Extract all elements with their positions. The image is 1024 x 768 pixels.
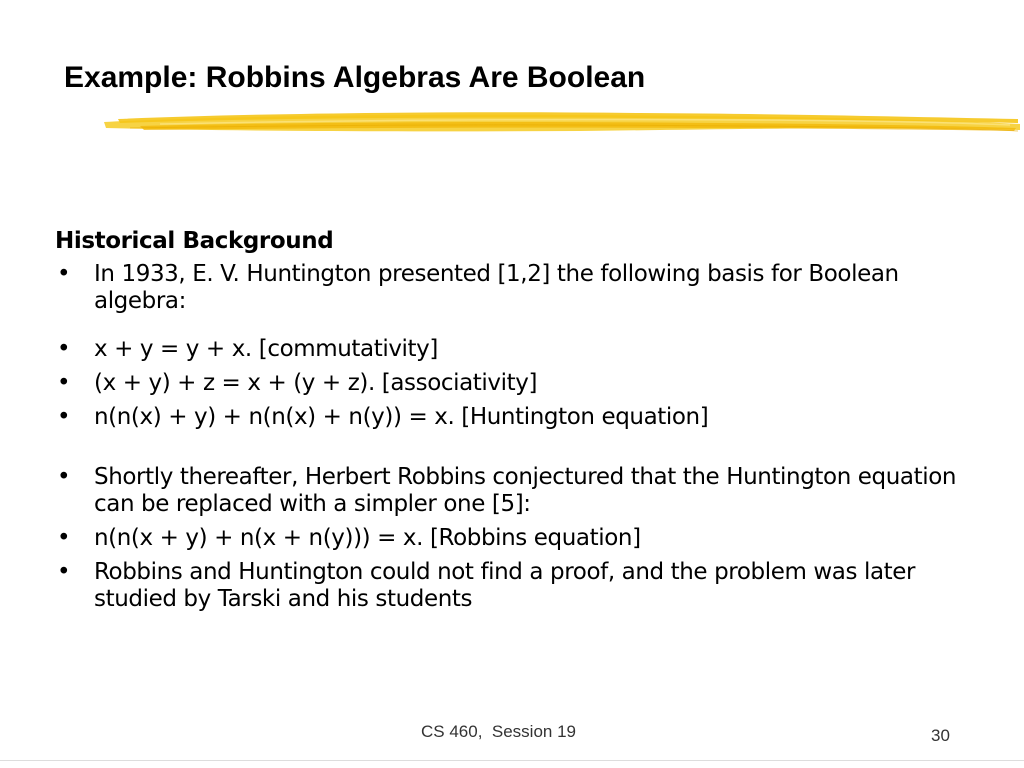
slide-body: [55, 226, 985, 620]
list-item: [55, 336, 985, 363]
list-item: [55, 464, 985, 518]
bullet-list: [55, 261, 985, 613]
bullet-text: (x + y) + z = x + (y + z). [associativity]: [94, 370, 538, 396]
page-number: 30: [931, 726, 950, 745]
list-item: [55, 261, 985, 315]
bullet-marker: •: [57, 525, 71, 551]
bullet-marker: •: [57, 464, 71, 490]
bullet-marker: •: [57, 559, 71, 585]
slide-title: Example: Robbins Algebras Are Boolean: [64, 61, 646, 94]
list-item: [55, 525, 985, 552]
bullet-marker: •: [57, 336, 71, 362]
bullet-text: Robbins and Huntington could not find a proof, and the problem was later studied by Tarski and his students: [94, 559, 916, 612]
footer-course-label: CS 460, Session 19: [421, 722, 576, 741]
bullet-text: x + y = y + x. [commutativity]: [94, 336, 438, 362]
list-item: [55, 559, 985, 613]
bullet-marker: •: [57, 370, 71, 396]
bullet-text: In 1933, E. V. Huntington presented [1,2] the following basis for Boolean algebra:: [94, 261, 899, 314]
bottom-divider: [0, 760, 1024, 761]
bullet-text: n(n(x + y) + n(x + n(y))) = x. [Robbins equation]: [94, 525, 641, 551]
bullet-text: n(n(x) + y) + n(n(x) + n(y)) = x. [Huntington equation]: [94, 404, 709, 430]
section-heading: Historical Background: [55, 228, 334, 254]
bullet-marker: •: [57, 404, 71, 430]
bullet-marker: •: [57, 261, 71, 287]
title-highlighter-stroke: [100, 104, 1024, 140]
list-item: [55, 404, 985, 431]
list-item: [55, 370, 985, 397]
bullet-text: Shortly thereafter, Herbert Robbins conjectured that the Huntington equation can be replaced with a simpler one [5]:: [94, 464, 957, 517]
